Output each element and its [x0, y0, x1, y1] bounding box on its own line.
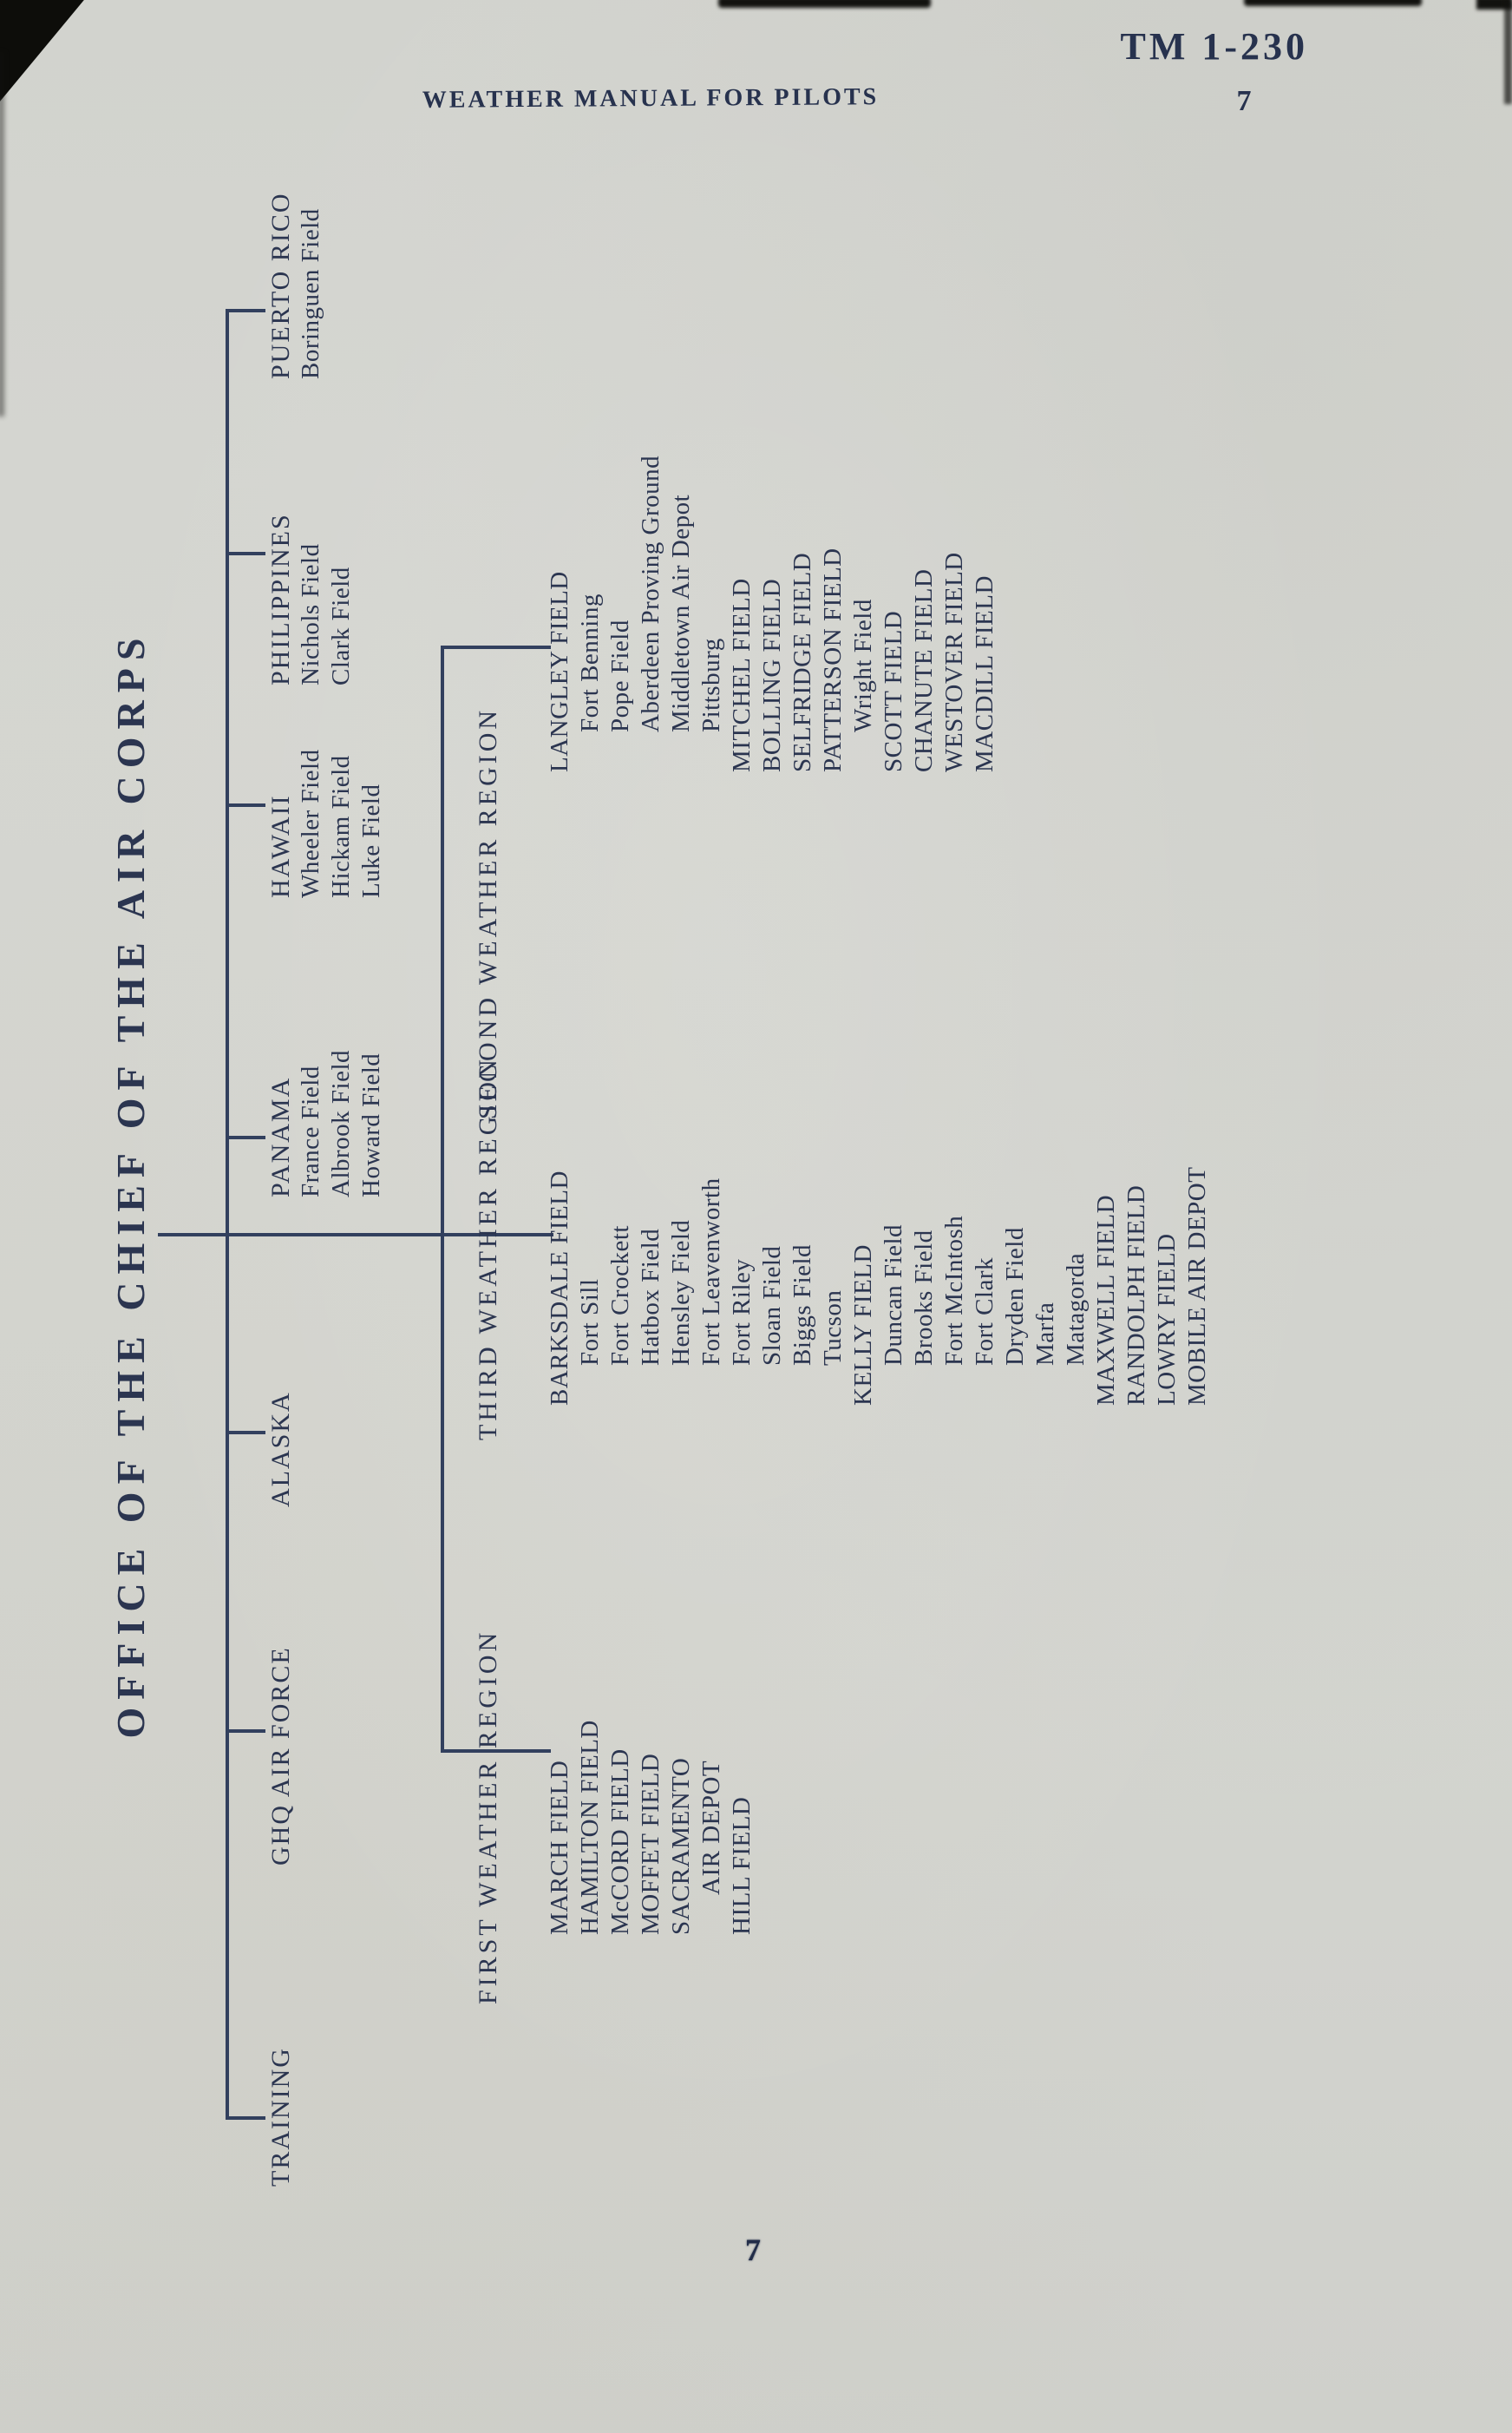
branch-label: PANAMA — [266, 1076, 295, 1197]
branch-field: Luke Field — [357, 784, 385, 898]
branch-field: Howard Field — [357, 1053, 385, 1197]
branch-label: GHQ AIR FORCE — [266, 1646, 295, 1866]
region-entry: SCOTT FIELD — [880, 610, 907, 772]
region-entry: Fort McIntosh — [940, 1215, 968, 1366]
branch-label: HAWAII — [266, 794, 295, 898]
region-entry: Duncan Field — [880, 1223, 907, 1366]
region-list-first — [545, 1720, 757, 1935]
region-entry: Hensley Field — [667, 1219, 695, 1366]
region-entry: Matagorda — [1062, 1252, 1090, 1366]
page-number-top: 7 — [1236, 85, 1252, 117]
connector-tick — [226, 1136, 265, 1139]
region-entry: Fort Clark — [971, 1256, 998, 1366]
region-entry: Fort Sill — [576, 1278, 604, 1366]
region-entry: LANGLEY FIELD — [546, 571, 573, 772]
branch-puerto-rico — [265, 192, 326, 379]
region-entry: SELFRIDGE FIELD — [789, 552, 816, 772]
branch-ghq-air-force — [265, 1646, 296, 1866]
branch-label: PHILIPPINES — [266, 513, 295, 685]
region-entry: MOBILE AIR DEPOT — [1183, 1166, 1211, 1406]
region-entry: HAMILTON FIELD — [576, 1720, 604, 1935]
connector-tick — [226, 803, 265, 807]
region-entry: AIR DEPOT — [697, 1760, 725, 1895]
connector-tick — [226, 552, 265, 555]
region-entry: Middletown Air Depot — [667, 494, 695, 732]
region-entry: Fort Riley — [728, 1258, 756, 1366]
scan-corner-artifact — [0, 0, 113, 104]
region-entry: HILL FIELD — [728, 1796, 756, 1935]
region-entry: MOFFET FIELD — [637, 1753, 664, 1935]
region-entry: Pope Field — [606, 620, 634, 732]
region-entry: Tucson — [819, 1289, 847, 1366]
region-entry: Dryden Field — [1001, 1227, 1029, 1366]
region-list-second — [545, 456, 1000, 772]
connector-tick — [226, 1431, 265, 1434]
connector-drop — [441, 646, 551, 649]
region-entry: WESTOVER FIELD — [940, 552, 968, 772]
connector-tick — [226, 309, 265, 312]
region-entry: Fort Benning — [576, 593, 604, 732]
branch-field: Clark Field — [327, 567, 355, 685]
branch-philippines — [265, 513, 357, 685]
branch-label: TRAINING — [266, 2047, 295, 2187]
region-entry: MITCHEL FIELD — [728, 578, 756, 772]
branch-field: Albrook Field — [327, 1049, 355, 1197]
region-entry: BARKSDALE FIELD — [546, 1171, 573, 1406]
region-entry: SACRAMENTO — [667, 1757, 695, 1935]
region-entry: Sloan Field — [758, 1245, 786, 1366]
branch-field: Nichols Field — [297, 543, 324, 685]
connector-tick — [226, 1729, 265, 1733]
region-entry: Pittsburg — [697, 638, 725, 732]
scan-edge-artifact — [0, 52, 4, 416]
region-label-first: FIRST WEATHER REGION — [474, 1629, 502, 2004]
region-entry: BOLLING FIELD — [758, 578, 786, 772]
branch-label: PUERTO RICO — [266, 192, 295, 379]
region-entry: Biggs Field — [789, 1243, 816, 1366]
connector-tick — [226, 2116, 265, 2120]
region-entry: Marfa — [1031, 1302, 1059, 1366]
region-entry: PATTERSON FIELD — [819, 548, 847, 772]
connector-main-bar — [226, 309, 229, 2120]
region-list-third — [545, 1167, 1213, 1406]
region-entry: Brooks Field — [910, 1230, 938, 1366]
branch-label: ALASKA — [266, 1391, 295, 1507]
page-header: WEATHER MANUAL FOR PILOTS — [422, 83, 880, 114]
doc-ref: TM 1-230 — [1120, 25, 1308, 68]
scan-edge-artifact — [718, 0, 931, 8]
region-entry: MARCH FIELD — [546, 1760, 573, 1935]
branch-field: Hickam Field — [327, 755, 355, 898]
region-entry: Wright Field — [849, 599, 877, 732]
connector-second-bar — [441, 646, 444, 1753]
scan-edge-artifact — [1244, 0, 1422, 6]
region-entry: Fort Leavenworth — [697, 1177, 725, 1366]
region-entry: CHANUTE FIELD — [910, 568, 938, 772]
branch-field: France Field — [297, 1066, 324, 1197]
region-entry: Fort Crockett — [606, 1225, 634, 1366]
branch-training — [265, 2047, 296, 2187]
branch-panama — [265, 1050, 387, 1197]
region-entry: KELLY FIELD — [849, 1244, 877, 1406]
org-chart — [95, 148, 1214, 2195]
branch-hawaii — [265, 749, 387, 898]
region-entry: Aberdeen Proving Ground — [637, 455, 664, 732]
scan-edge-artifact — [1504, 0, 1512, 104]
region-label-second: SECOND WEATHER REGION — [474, 706, 502, 1119]
region-entry: MACDILL FIELD — [971, 575, 998, 772]
page-number-bottom: 7 — [745, 2233, 761, 2267]
chart-title: OFFICE OF THE CHIEF OF THE AIR CORPS — [108, 630, 153, 1739]
branch-field: Wheeler Field — [297, 749, 324, 898]
branch-field: Boringuen Field — [297, 208, 324, 379]
region-entry: LOWRY FIELD — [1153, 1233, 1181, 1406]
region-label-third: THIRD WEATHER REGION — [474, 1056, 502, 1440]
region-entry: McCORD FIELD — [606, 1748, 634, 1935]
region-entry: Hatbox Field — [637, 1228, 664, 1366]
region-entry: MAXWELL FIELD — [1092, 1194, 1120, 1406]
branch-alaska — [265, 1391, 296, 1507]
region-entry: RANDOLPH FIELD — [1123, 1184, 1150, 1406]
